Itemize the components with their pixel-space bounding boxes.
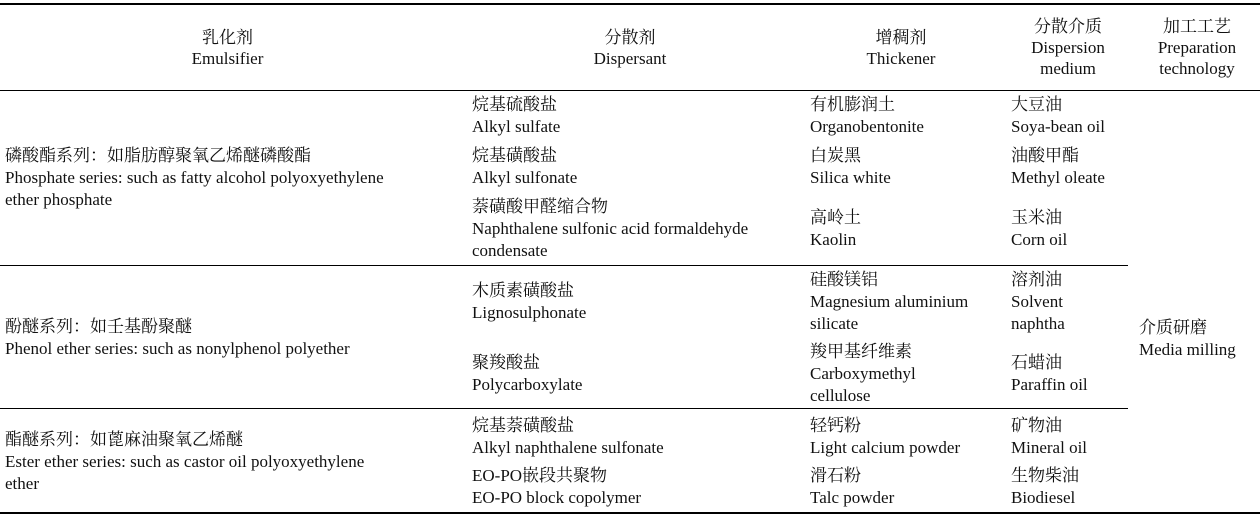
thickener-organobentonite-zh: 有机膨润土 (810, 95, 895, 114)
emulsifier-ester-ether-en-1: Ester ether series: such as castor oil polyoxyethylene (5, 452, 365, 471)
thickener-kaolin-en: Kaolin (810, 230, 857, 249)
thickener-kaolin-zh: 高岭土 (810, 208, 861, 227)
header-rule (0, 90, 1260, 91)
emulsifier-phosphate-en-2: ether phosphate (5, 190, 113, 209)
thickener-carboxymethyl-cellulose-en-1: Carboxymethyl (810, 364, 916, 383)
dispersant-alkyl-naphthalene-sulfonate-zh: 烷基萘磺酸盐 (472, 416, 574, 435)
emulsifier-phosphate-zh: 磷酸酯系列：如脂肪醇聚氧乙烯醚磷酸酯 (5, 146, 311, 165)
medium-corn-oil-zh: 玉米油 (1011, 208, 1062, 227)
group-divider-1 (0, 265, 1128, 266)
thickener-silica-white-en: Silica white (810, 168, 891, 187)
header-dispersion-medium-en-2: medium (1040, 59, 1096, 78)
thickener-talc-powder-en: Talc powder (810, 488, 895, 507)
header-thickener-en: Thickener (866, 49, 936, 68)
dispersant-naphthalene-en-1: Naphthalene sulfonic acid formaldehyde (472, 219, 749, 238)
medium-paraffin-oil-zh: 石蜡油 (1011, 353, 1062, 372)
emulsifier-phosphate-en-1: Phosphate series: such as fatty alcohol polyoxyethylene (5, 168, 384, 187)
group-divider-2 (0, 408, 1128, 409)
header-thickener (806, 27, 996, 69)
process-media-milling-zh: 介质研磨 (1139, 318, 1207, 337)
emulsifier-phenol-ether-en: Phenol ether series: such as nonylphenol polyether (5, 339, 350, 358)
header-preparation-technology-en-1: Preparation (1157, 38, 1237, 57)
header-thickener-zh: 增稠剂 (875, 28, 927, 47)
header-dispersant-zh: 分散剂 (604, 28, 656, 47)
header-dispersion-medium-zh: 分散介质 (1034, 17, 1102, 36)
medium-methyl-oleate-zh: 油酸甲酯 (1011, 146, 1079, 165)
header-emulsifier-zh: 乳化剂 (202, 28, 253, 47)
thickener-talc-powder-zh: 滑石粉 (810, 466, 861, 485)
medium-paraffin-oil-en: Paraffin oil (1011, 375, 1088, 394)
header-emulsifier-en: Emulsifier (191, 49, 264, 68)
dispersant-alkyl-sulfate-zh: 烷基硫酸盐 (472, 95, 557, 114)
header-dispersant (470, 27, 790, 69)
emulsifier-phenol-ether-zh: 酚醚系列：如壬基酚聚醚 (5, 317, 192, 336)
medium-mineral-oil-zh: 矿物油 (1011, 416, 1062, 435)
medium-biodiesel-zh: 生物柴油 (1011, 466, 1079, 485)
medium-methyl-oleate-en: Methyl oleate (1011, 168, 1105, 187)
dispersant-lignosulphonate-zh: 木质素磺酸盐 (472, 281, 574, 300)
medium-mineral-oil-en: Mineral oil (1011, 438, 1088, 457)
dispersant-alkyl-naphthalene-sulfonate-en: Alkyl naphthalene sulfonate (472, 438, 664, 457)
medium-solvent-naphtha-en-1: Solvent (1011, 292, 1063, 311)
medium-solvent-naphtha-zh: 溶剂油 (1011, 270, 1062, 289)
dispersant-lignosulphonate-en: Lignosulphonate (472, 303, 587, 322)
emulsifier-ester-ether-zh: 酯醚系列：如蓖麻油聚氧乙烯醚 (5, 430, 243, 449)
header-dispersion-medium (1006, 16, 1130, 79)
medium-corn-oil-en: Corn oil (1011, 230, 1068, 249)
dispersant-alkyl-sulfonate-en: Alkyl sulfonate (472, 168, 578, 187)
thickener-carboxymethyl-cellulose-zh: 羧甲基纤维素 (810, 342, 912, 361)
process-media-milling-en: Media milling (1139, 340, 1236, 359)
thickener-magnesium-aluminium-silicate-en-1: Magnesium aluminium (810, 292, 969, 311)
thickener-magnesium-aluminium-silicate-en-2: silicate (810, 314, 859, 333)
medium-soya-bean-oil-zh: 大豆油 (1011, 95, 1062, 114)
thickener-light-calcium-powder-zh: 轻钙粉 (810, 416, 861, 435)
dispersant-polycarboxylate-zh: 聚羧酸盐 (472, 353, 540, 372)
header-preparation-technology-en-2: technology (1159, 59, 1235, 78)
thickener-magnesium-aluminium-silicate-zh: 硅酸镁铝 (810, 270, 878, 289)
emulsifier-ester-ether-en-2: ether (5, 474, 39, 493)
dispersant-alkyl-sulfate-en: Alkyl sulfate (472, 117, 561, 136)
dispersant-alkyl-sulfonate-zh: 烷基磺酸盐 (472, 146, 557, 165)
dispersant-naphthalene-zh: 萘磺酸甲醛缩合物 (472, 197, 608, 216)
header-dispersion-medium-en-1: Dispersion (1031, 38, 1105, 57)
header-preparation-technology-zh: 加工工艺 (1163, 17, 1231, 36)
dispersant-polycarboxylate-en: Polycarboxylate (472, 375, 583, 394)
header-emulsifier (0, 27, 455, 69)
thickener-light-calcium-powder-en: Light calcium powder (810, 438, 961, 457)
bottom-rule (0, 512, 1260, 514)
dispersant-eo-po-copolymer-en: EO-PO block copolymer (472, 488, 642, 507)
medium-biodiesel-en: Biodiesel (1011, 488, 1076, 507)
medium-soya-bean-oil-en: Soya-bean oil (1011, 117, 1105, 136)
header-preparation-technology (1134, 16, 1260, 79)
medium-solvent-naphtha-en-2: naphtha (1011, 314, 1065, 333)
dispersant-eo-po-copolymer-zh: EO-PO嵌段共聚物 (472, 466, 608, 485)
thickener-carboxymethyl-cellulose-en-2: cellulose (810, 386, 871, 405)
top-rule (0, 3, 1260, 5)
thickener-organobentonite-en: Organobentonite (810, 117, 924, 136)
thickener-silica-white-zh: 白炭黑 (810, 146, 861, 165)
dispersant-naphthalene-en-2: condensate (472, 241, 548, 260)
header-dispersant-en: Dispersant (593, 49, 667, 68)
